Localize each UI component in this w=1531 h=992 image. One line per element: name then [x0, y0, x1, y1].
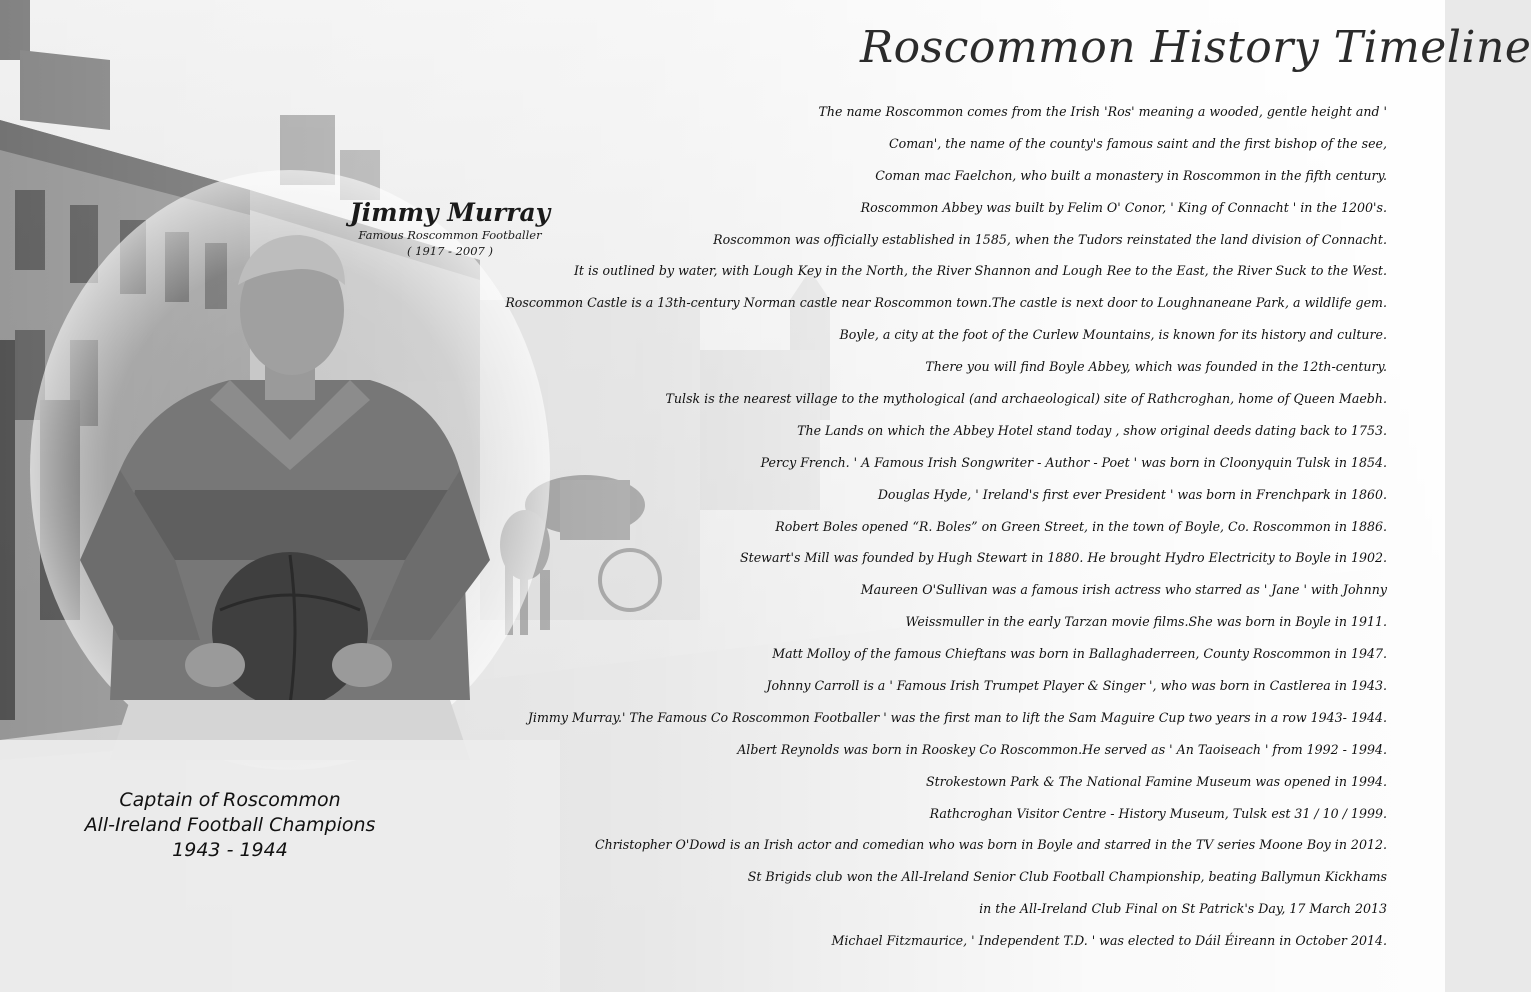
caption-line-2: All-Ireland Football Champions — [84, 814, 376, 836]
timeline-line: Roscommon Castle is a 13th-century Norman castle near Roscommon town.The castle is next door to Loughnaneane Park, a wildlife gem. — [505, 295, 1387, 311]
timeline-line: It is outlined by water, with Lough Key in the North, the River Shannon and Lough Ree to the East, the River Suck to the West. — [573, 263, 1387, 279]
timeline-line: in the All-Ireland Club Final on St Patrick's Day, 17 March 2013 — [979, 901, 1387, 917]
timeline-line: Strokestown Park & The National Famine Museum was opened in 1994. — [925, 773, 1387, 789]
timeline-line: Robert Boles opened “R. Boles” on Green Street, in the town of Boyle, Co. Roscommon in 1886. — [775, 518, 1387, 534]
timeline-line: Matt Molloy of the famous Chieftans was born in Ballaghaderreen, County Roscommon in 1947. — [772, 646, 1387, 662]
portrait-subtitle: Famous Roscommon Footballer — [358, 228, 542, 242]
caption-line-1: Captain of Roscommon — [119, 789, 341, 811]
timeline-line: Roscommon was officially established in 1585, when the Tudors reinstated the land division of Connacht. — [713, 231, 1387, 247]
timeline-line: Douglas Hyde, ' Ireland's first ever President ' was born in Frenchpark in 1860. — [877, 486, 1387, 502]
timeline-line: Roscommon Abbey was built by Felim O' Conor, ' King of Connacht ' in the 1200's. — [860, 199, 1387, 215]
timeline-line: Weissmuller in the early Tarzan movie films.She was born in Boyle in 1911. — [905, 614, 1387, 630]
timeline-line: Jimmy Murray.' The Famous Co Roscommon Footballer ' was the first man to lift the Sam Maguire Cup two years in a row 1943- 1944. — [527, 709, 1387, 725]
timeline-line: The Lands on which the Abbey Hotel stand today , show original deeds dating back to 1753. — [797, 422, 1387, 438]
jimmy-murray-portrait — [30, 170, 550, 770]
timeline-line: Maureen O'Sullivan was a famous irish actress who starred as ' Jane ' with Johnny — [860, 582, 1387, 598]
timeline-line: Michael Fitzmaurice, ' Independent T.D. ' was elected to Dáil Éireann in October 2014. — [831, 933, 1387, 949]
timeline-line: Johnny Carroll is a ' Famous Irish Trumpet Player & Singer ', who was born in Castlerea in 1943. — [766, 678, 1387, 694]
portrait-years: ( 1917 - 2007 ) — [406, 244, 493, 258]
timeline-line: Coman mac Faelchon, who built a monastery in Roscommon in the fifth century. — [875, 167, 1387, 183]
caption-line-3: 1943 - 1944 — [172, 839, 288, 861]
timeline-line: Albert Reynolds was born in Rooskey Co Roscommon.He served as ' An Taoiseach ' from 1992 - 1994. — [737, 741, 1387, 757]
timeline-line: Boyle, a city at the foot of the Curlew Mountains, is known for its history and culture. — [839, 327, 1387, 343]
timeline-line: Tulsk is the nearest village to the mythological (and archaeological) site of Rathcroghan, home of Queen Maebh. — [665, 391, 1387, 407]
portrait-caption — [60, 788, 400, 863]
timeline-line: Rathcroghan Visitor Centre - History Museum, Tulsk est 31 / 10 / 1999. — [929, 805, 1387, 821]
timeline-line: Stewart's Mill was founded by Hugh Stewart in 1880. He brought Hydro Electricity to Boyle in 1902. — [740, 550, 1387, 566]
timeline-text-block — [487, 96, 1387, 957]
timeline-line: Coman', the name of the county's famous saint and the first bishop of the see, — [889, 135, 1387, 151]
timeline-line: There you will find Boyle Abbey, which was founded in the 12th-century. — [925, 359, 1387, 375]
portrait-name: Jimmy Murray — [349, 198, 551, 227]
page-title: Roscommon History Timeline — [860, 22, 1531, 73]
timeline-line: Christopher O'Dowd is an Irish actor and comedian who was born in Boyle and starred in the TV series Moone Boy in 2012. — [594, 837, 1387, 853]
timeline-line: Percy French. ' A Famous Irish Songwriter - Author - Poet ' was born in Cloonyquin Tulsk in 1854. — [760, 454, 1387, 470]
timeline-line: St Brigids club won the All-Ireland Senior Club Football Championship, beating Ballymun Kickhams — [747, 869, 1387, 885]
timeline-line: The name Roscommon comes from the Irish 'Ros' meaning a wooded, gentle height and ' — [818, 104, 1387, 119]
